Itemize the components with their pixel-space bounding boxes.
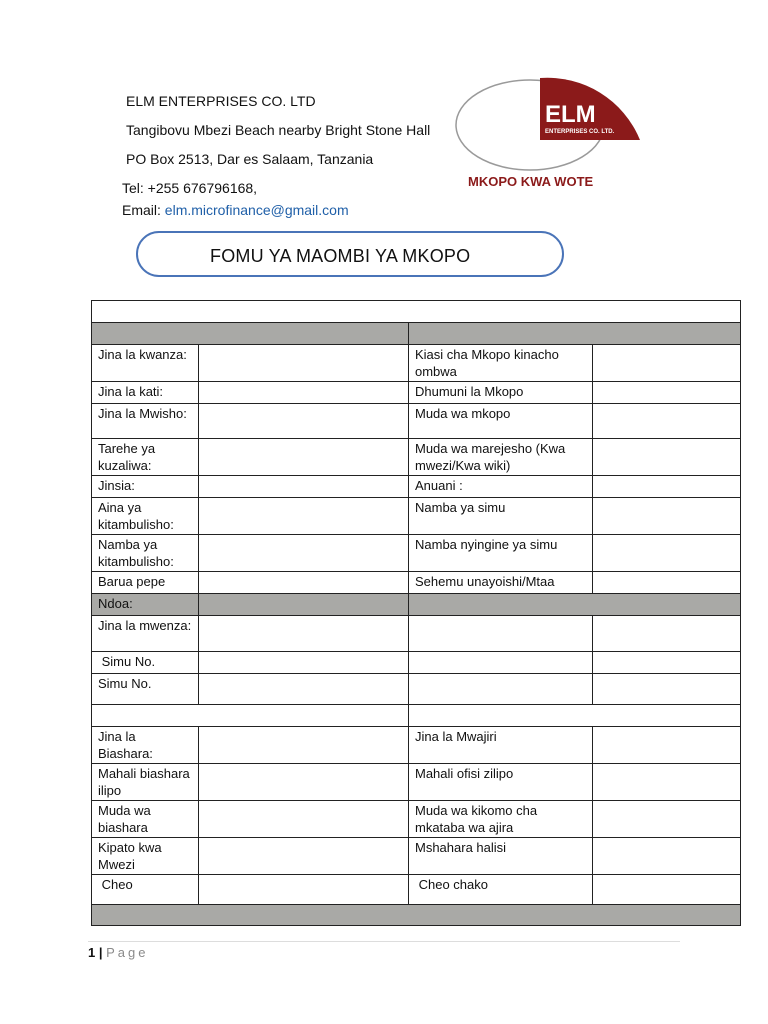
email-link[interactable]: elm.microfinance@gmail.com [164, 202, 349, 218]
blank-row [92, 705, 409, 727]
logo-brand: ELM [545, 101, 596, 128]
email-label: Email: [122, 202, 165, 218]
field-input[interactable] [593, 404, 741, 439]
field-input[interactable] [593, 838, 741, 875]
table-title-row [92, 301, 741, 323]
field-label: Mahali biashara ilipo [92, 764, 199, 801]
field-input[interactable] [199, 439, 409, 476]
email-line [122, 202, 349, 218]
footer-divider [88, 941, 680, 942]
field-input[interactable] [409, 652, 593, 674]
field-input[interactable] [199, 652, 409, 674]
field-input[interactable] [199, 674, 409, 705]
field-label: Mahali ofisi zilipo [409, 764, 593, 801]
blank-row [409, 705, 741, 727]
field-input[interactable] [199, 498, 409, 535]
section-header [409, 594, 741, 616]
field-label: Jinsia: [92, 476, 199, 498]
field-input[interactable] [199, 345, 409, 382]
field-input[interactable] [593, 572, 741, 594]
field-input[interactable] [593, 345, 741, 382]
field-input[interactable] [593, 616, 741, 652]
telephone: Tel: +255 676796168, [122, 180, 258, 196]
section-header [92, 323, 409, 345]
field-input[interactable] [199, 801, 409, 838]
field-label: Kiasi cha Mkopo kinacho ombwa [409, 345, 593, 382]
field-label: Aina ya kitambulisho: [92, 498, 199, 535]
field-label: Simu No. [92, 652, 199, 674]
field-label: Muda wa mkopo [409, 404, 593, 439]
section-footer [92, 905, 741, 926]
field-input[interactable] [593, 801, 741, 838]
page-separator: | [98, 945, 103, 960]
loan-application-table [91, 300, 741, 926]
field-label: Muda wa marejesho (Kwa mwezi/Kwa wiki) [409, 439, 593, 476]
field-label: Jina la Mwisho: [92, 404, 199, 439]
field-label: Jina la mwenza: [92, 616, 199, 652]
form-title-box [136, 231, 564, 277]
page-number: 1 [88, 945, 96, 960]
field-input[interactable] [593, 476, 741, 498]
field-label: Dhumuni la Mkopo [409, 382, 593, 404]
field-label: Jina la Biashara: [92, 727, 199, 764]
logo-sub: ENTERPRISES CO. LTD. [545, 129, 615, 135]
field-input[interactable] [199, 875, 409, 905]
field-input[interactable] [593, 652, 741, 674]
page-footer [88, 945, 149, 960]
field-input[interactable] [199, 382, 409, 404]
field-label: Cheo [92, 875, 199, 905]
field-input[interactable] [199, 764, 409, 801]
field-input[interactable] [199, 727, 409, 764]
field-label: Simu No. [92, 674, 199, 705]
field-input[interactable] [593, 535, 741, 572]
field-input[interactable] [409, 674, 593, 705]
elm-logo [452, 74, 652, 194]
page-label: Page [106, 945, 149, 960]
field-label: Muda wa biashara [92, 801, 199, 838]
field-label: Jina la kwanza: [92, 345, 199, 382]
field-label: Mshahara halisi [409, 838, 593, 875]
form-title: FOMU YA MAOMBI YA MKOPO [210, 246, 471, 266]
field-input[interactable] [199, 476, 409, 498]
field-label: Anuani : [409, 476, 593, 498]
field-input[interactable] [593, 727, 741, 764]
field-label: Namba nyingine ya simu [409, 535, 593, 572]
marriage-heading: Ndoa: [92, 594, 199, 616]
field-label: Barua pepe [92, 572, 199, 594]
company-name: ELM ENTERPRISES CO. LTD [126, 93, 316, 109]
field-input[interactable] [593, 439, 741, 476]
field-input[interactable] [593, 382, 741, 404]
field-input[interactable] [593, 674, 741, 705]
field-label: Kipato kwa Mwezi [92, 838, 199, 875]
field-label: Tarehe ya kuzaliwa: [92, 439, 199, 476]
field-input[interactable] [199, 535, 409, 572]
field-label: Jina la kati: [92, 382, 199, 404]
field-input[interactable] [593, 498, 741, 535]
field-label: Muda wa kikomo cha mkataba wa ajira [409, 801, 593, 838]
field-label: Cheo chako [409, 875, 593, 905]
field-label: Jina la Mwajiri [409, 727, 593, 764]
field-input[interactable] [199, 616, 409, 652]
field-input[interactable] [199, 404, 409, 439]
logo-slogan: MKOPO KWA WOTE [468, 174, 594, 189]
field-input[interactable] [199, 838, 409, 875]
field-label: Namba ya kitambulisho: [92, 535, 199, 572]
section-header [409, 323, 741, 345]
field-input[interactable] [199, 572, 409, 594]
field-input[interactable] [409, 616, 593, 652]
field-label: Sehemu unayoishi/Mtaa [409, 572, 593, 594]
company-address: Tangibovu Mbezi Beach nearby Bright Stone Hall [126, 122, 431, 138]
section-header [199, 594, 409, 616]
field-label: Namba ya simu [409, 498, 593, 535]
po-box: PO Box 2513, Dar es Salaam, Tanzania [126, 151, 374, 167]
field-input[interactable] [593, 764, 741, 801]
field-input[interactable] [593, 875, 741, 905]
